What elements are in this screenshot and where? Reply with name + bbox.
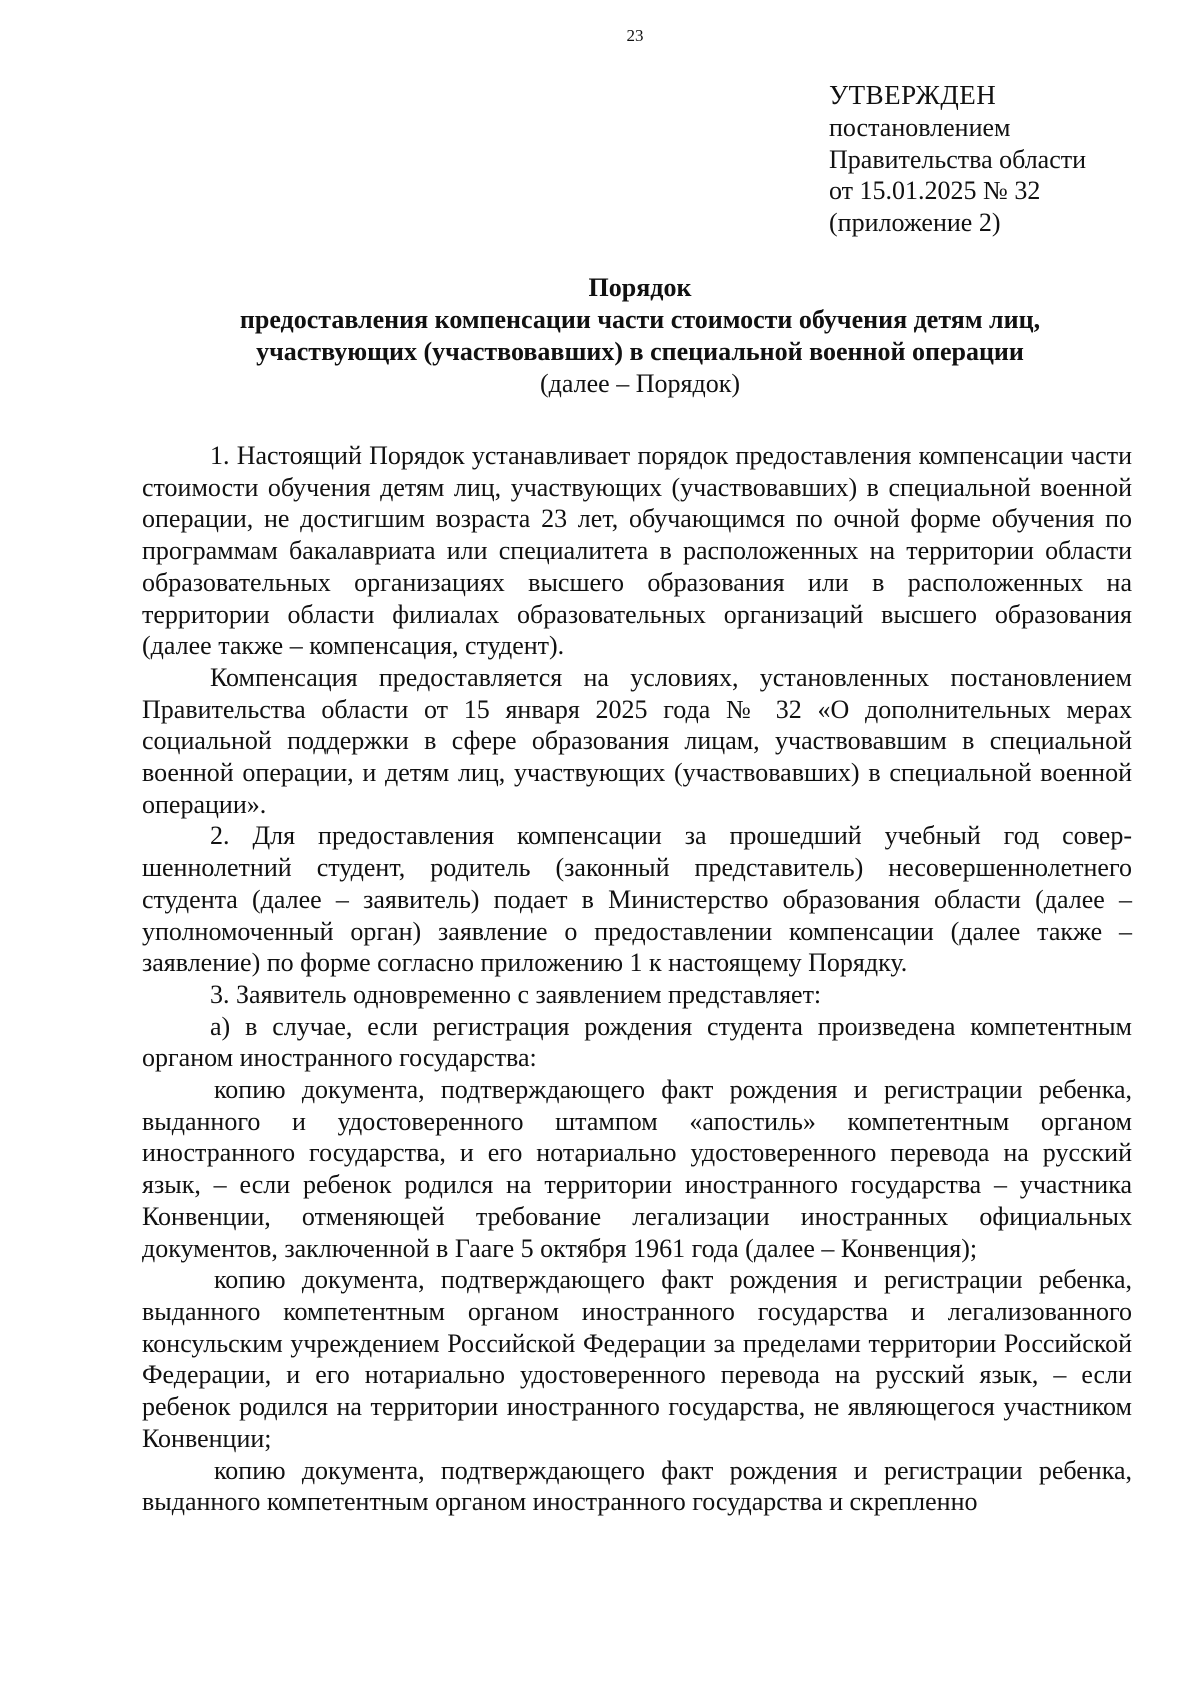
title-line: участвующих (участвовавших) в специальной военной операции (256, 337, 1024, 366)
title-heading: Порядок (588, 273, 692, 302)
approval-line: Правительства области (829, 144, 1087, 174)
paragraph-3: 3. Заявитель одновременно с заявлением представляет: (210, 979, 822, 1009)
paragraph-2: 2. Для предоставления компенсации за прошедший учебный год совершеннолетний студент, родитель (законный представитель) несовершеннолетнего студента (далее – заявитель) подает в Министерство образования области (далее – уполномоченный орган) заявление о предоставлении компенсации (далее также – заявление) по форме согласно приложению 1 к настоящему Порядку. (142, 821, 1132, 978)
paragraph-3a: а) в случае, если регистрация рождения студента произведена компетентным органом иностранного государства: (142, 1011, 1132, 1073)
page-number: 23 (626, 26, 644, 45)
approval-title: УТВЕРЖДЕН (829, 80, 997, 110)
document-title (140, 272, 1140, 400)
approval-line: (приложение 2) (829, 208, 1001, 238)
document-body (142, 440, 1132, 1518)
title-line: предоставления компенсации части стоимости обучения детям лиц, (239, 305, 1041, 334)
approval-line: от 15.01.2025 № 32 (829, 176, 1041, 206)
paragraph-1: 1. Настоящий Порядок устанавливает порядок предоставления компенсации части стоимости обучения детям лиц, участвующих (участвовавших) в специальной военной операции, не достигшим возраста 23 лет, обучающимся по очной форме обучения по программам бакалавриата или специалитета в расположенных на территории области образовательных организациях высшего образования или в расположенных на территории области филиалах образовательных организаций высшего образования (далее также – компенсация, студент). (142, 441, 1132, 661)
title-note: (далее – Порядок) (540, 369, 740, 398)
paragraph-apostille-copy: копию документа, подтверждающего факт рождения и регистрации ребенка, выданного и удостоверенного штампом «апостиль» компетентным органом иностранного государства, и его нотариально удостоверенного перевода на русский язык, – если ребенок родился на территории иностранного государства – участника Конвенции, отменяющей требование легализации иностранных официальных документов, заключенной в Гааге 5 октября 1961 года (далее – Конвенция); (142, 1075, 1132, 1263)
paragraph-compensation-conditions: Компенсация предоставляется на условиях, установленных постановлением Правительства области от 15 января 2025 года № 32 «О дополнительных мерах социальной поддержки в сфере образования лицам, участвовавшим в специальной военной операции, и детям лиц, участвующих (участвовавших) в специальной военной операции». (142, 662, 1132, 819)
approval-stamp-block (829, 80, 1086, 239)
paragraph-sealed-copy: копию документа, подтверждающего факт рождения и регистрации ребенка, выданного компетентным органом иностранного государства и скрепленно (142, 1455, 1132, 1517)
paragraph-legalized-copy: копию документа, подтверждающего факт рождения и регистрации ребенка, выданного компетентным органом иностранного государства и легализованного консульским учреждением Российской Федерации за пределами территории Российской Федерации, и его нотариально удостоверенного перевода на русский язык, – если ребенок родился на территории иностранного государства, не являющегося участником Конвенции; (142, 1265, 1132, 1453)
approval-line: постановлением (829, 112, 1011, 142)
